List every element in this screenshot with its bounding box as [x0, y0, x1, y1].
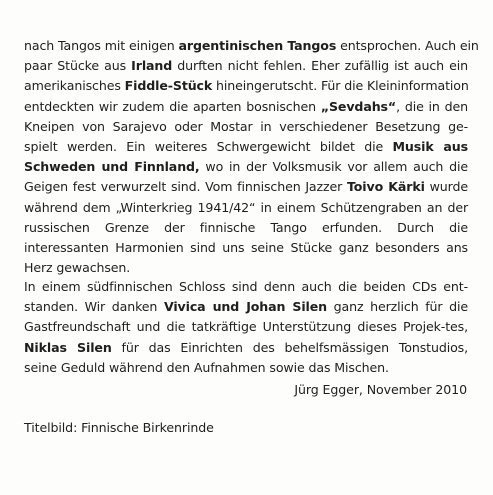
text-line — [24, 177, 468, 197]
text-run: interessanten Harmonien sind uns seine Stücke ganz besonders ans — [24, 239, 468, 255]
text-run: für das Einrichten des behelfsmässigen Tonstudios, — [111, 339, 468, 355]
text-run: Kneipen von Sarajevo oder Mostar in verschiedener Besetzung ge- — [24, 118, 468, 134]
text-run: Geigen fest verwurzelt sind. Vom finnischen Jazzer — [24, 179, 347, 195]
text-run: spielt werden. Ein weiteres Schwergewicht bildet die — [24, 138, 393, 154]
text-line — [24, 198, 468, 218]
text-run: durften nicht fehlen. Eher zufällig ist auch ein — [172, 58, 468, 74]
text-line — [24, 97, 468, 117]
text-run: wo in der Volksmusik vor allem auch die — [199, 159, 468, 175]
text-line — [24, 258, 468, 278]
text-run: Gastfreundschaft und die tatkräftige Unterstützung dieses Projek-tes, — [24, 319, 468, 335]
author-signature: Jürg Egger, November 2010 — [294, 382, 467, 397]
text-run: amerikanisches — [24, 78, 125, 94]
text-run: In einem südfinnischen Schloss sind denn auch die beiden CDs ent- — [24, 279, 468, 294]
bold-term: Niklas Silen — [24, 339, 112, 355]
text-run: , die in den — [396, 98, 468, 114]
bold-term: Irland — [131, 58, 173, 74]
text-run: entsprochen. Auch ein — [336, 38, 479, 53]
text-run: standen. Wir danken — [24, 299, 164, 315]
text-run: wurde — [424, 179, 468, 195]
text-run: seine Geduld während den Aufnahmen sowie das Mischen. — [24, 359, 389, 375]
text-run: hineingerutscht. Für die Kleininformation — [212, 78, 469, 94]
text-line — [24, 117, 468, 137]
text-line — [24, 218, 468, 238]
text-line — [24, 317, 468, 337]
bold-term: „Sevdahs“ — [320, 98, 397, 114]
text-run: paar Stücke aus — [24, 58, 132, 74]
text-line — [24, 56, 468, 76]
text-line — [24, 36, 479, 56]
text-run: ganz herzlich für die — [327, 299, 468, 315]
text-run: nach Tangos mit einigen — [24, 38, 179, 53]
bold-term: Toivo Kärki — [346, 179, 425, 195]
text-line — [24, 76, 468, 96]
text-line — [24, 238, 468, 258]
text-run: russischen Grenze der finnische Tango erfunden. Durch die — [24, 219, 468, 235]
text-line — [24, 358, 468, 378]
text-line — [24, 338, 468, 358]
bold-term: argentinischen Tangos — [178, 38, 337, 53]
text-run: entdeckten wir zudem die aparten bosnischen — [24, 98, 321, 114]
bold-term: Vivica und Johan Silen — [163, 299, 328, 315]
text-line — [24, 297, 468, 317]
bold-term: Fiddle-Stück — [124, 78, 213, 94]
bold-term: Musik aus — [392, 138, 469, 154]
text-run: während dem „Winterkrieg 1941/42“ in einem Schützengraben an der — [24, 199, 468, 215]
text-line — [24, 157, 468, 177]
paragraph-main — [24, 36, 479, 278]
text-run: Herz gewachsen. — [24, 260, 131, 276]
cover-caption: Titelbild: Finnische Birkenrinde — [24, 420, 214, 435]
text-line — [24, 277, 468, 297]
paragraph-thanks — [24, 277, 468, 378]
bold-term: Schweden und Finnland, — [24, 159, 200, 175]
text-line — [24, 137, 468, 157]
